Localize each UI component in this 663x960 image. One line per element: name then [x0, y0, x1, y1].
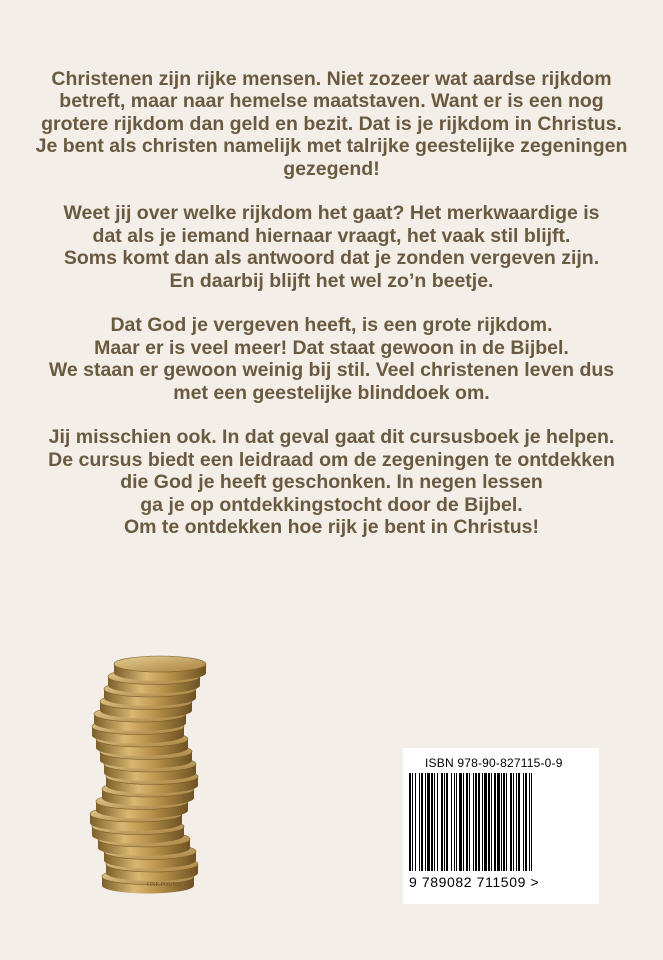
- blurb-line: grotere rijkdom dan geld en bezit. Dat is je rijkdom in Christus.: [41, 112, 622, 135]
- barcode-bar: [488, 773, 490, 871]
- barcode-bar: [516, 773, 517, 871]
- barcode-bar: [451, 773, 452, 871]
- blurb-line: De cursus biedt een leidraad om de zegeningen te ontdekken: [48, 448, 615, 471]
- barcode-bar: [513, 773, 514, 871]
- barcode-bar: [459, 773, 462, 871]
- blurb-line: Jij misschien ook. In dat geval gaat dit cursusboek je helpen.: [48, 426, 615, 449]
- blurb-line: betreft, maar naar hemelse maatstaven. Want er is een nog: [59, 90, 604, 113]
- barcode-bar: [466, 773, 468, 871]
- barcode-bar: [469, 773, 470, 871]
- barcode-bar: [437, 773, 438, 871]
- blurb-line: Je bent als christen namelijk met talrijke geestelijke zegeningen: [35, 135, 628, 158]
- barcode-bars: [403, 773, 599, 873]
- barcode-bar: [484, 773, 487, 871]
- coin-face: [114, 656, 206, 672]
- barcode-bar: [431, 773, 433, 871]
- barcode-bar: [419, 773, 420, 871]
- blurb-line: Dat God je vergeven heeft, is een grote rijkdom.: [110, 314, 553, 337]
- barcode-bar: [434, 773, 435, 871]
- blurb-line: Christenen zijn rijke mensen. Niet zozeer wat aardse rijkdom: [51, 68, 612, 90]
- barcode-bar: [525, 773, 527, 871]
- blurb-line: Maar er is veel meer! Dat staat gewoon in de Bijbel.: [94, 336, 569, 359]
- coin-imprint: ONE POUND: [146, 882, 182, 888]
- barcode-digits: 9 789082 711509 >: [409, 874, 540, 890]
- barcode-bar: [463, 773, 464, 871]
- blurb-line: Weet jij over welke rijkdom het gaat? Het merkwaardige is: [63, 202, 600, 225]
- barcode-bar: [531, 773, 532, 871]
- blurb-paragraph-1: [0, 68, 663, 180]
- barcode-bar: [444, 773, 445, 871]
- blurb-line: We staan er gewoon weinig bij stil. Veel christenen leven dus: [48, 359, 615, 382]
- blurb-line: dat als je iemand hiernaar vraagt, het vaak stil blijft.: [92, 224, 571, 247]
- barcode-bar: [427, 773, 430, 871]
- barcode-bar: [412, 773, 413, 871]
- barcode-bar: [441, 773, 443, 871]
- isbn-barcode: [403, 748, 599, 904]
- barcode-bar: [494, 773, 496, 871]
- barcode-bar: [421, 773, 423, 871]
- barcode-bar: [415, 773, 416, 871]
- barcode-bar: [510, 773, 512, 871]
- blurb-line: met een geestelijke blinddoek om.: [173, 381, 490, 404]
- blurb-line: Om te ontdekken hoe rijk je bent in Christus!: [124, 516, 539, 539]
- barcode-bar: [454, 773, 455, 871]
- barcode-bar: [491, 773, 492, 871]
- barcode-bar: [425, 773, 426, 871]
- barcode-bar: [482, 773, 483, 871]
- blurb-line: gezegend!: [283, 157, 380, 180]
- barcode-bar: [456, 773, 457, 871]
- coin-stack-image: [78, 650, 218, 905]
- barcode-bar: [409, 773, 411, 871]
- barcode-bar: [503, 773, 505, 871]
- barcode-bar: [473, 773, 474, 871]
- barcode-bar: [478, 773, 480, 871]
- barcode-bar: [529, 773, 530, 871]
- barcode-bar: [497, 773, 500, 871]
- blurb-paragraph-2: [0, 202, 663, 292]
- blurb-line: En daarbij blijft het wel zo’n beetje.: [169, 269, 494, 292]
- blurb-line: Soms komt dan als antwoord dat je zonden vergeven zijn.: [63, 247, 600, 270]
- barcode-bar: [518, 773, 520, 871]
- blurb-paragraph-4: [0, 426, 663, 538]
- blurb-line: die God je heeft geschonken. In negen lessen: [120, 471, 543, 494]
- isbn-label: ISBN 978-90-827115-0-9: [425, 756, 563, 770]
- blurb-paragraph-3: [0, 314, 663, 404]
- barcode-bar: [446, 773, 448, 871]
- barcode-bar: [523, 773, 524, 871]
- back-cover-blurb: [0, 68, 663, 561]
- barcode-bar: [501, 773, 502, 871]
- barcode-bar: [506, 773, 507, 871]
- barcode-bar: [475, 773, 477, 871]
- blurb-line: ga je op ontdekkingstocht door de Bijbel.: [140, 493, 523, 516]
